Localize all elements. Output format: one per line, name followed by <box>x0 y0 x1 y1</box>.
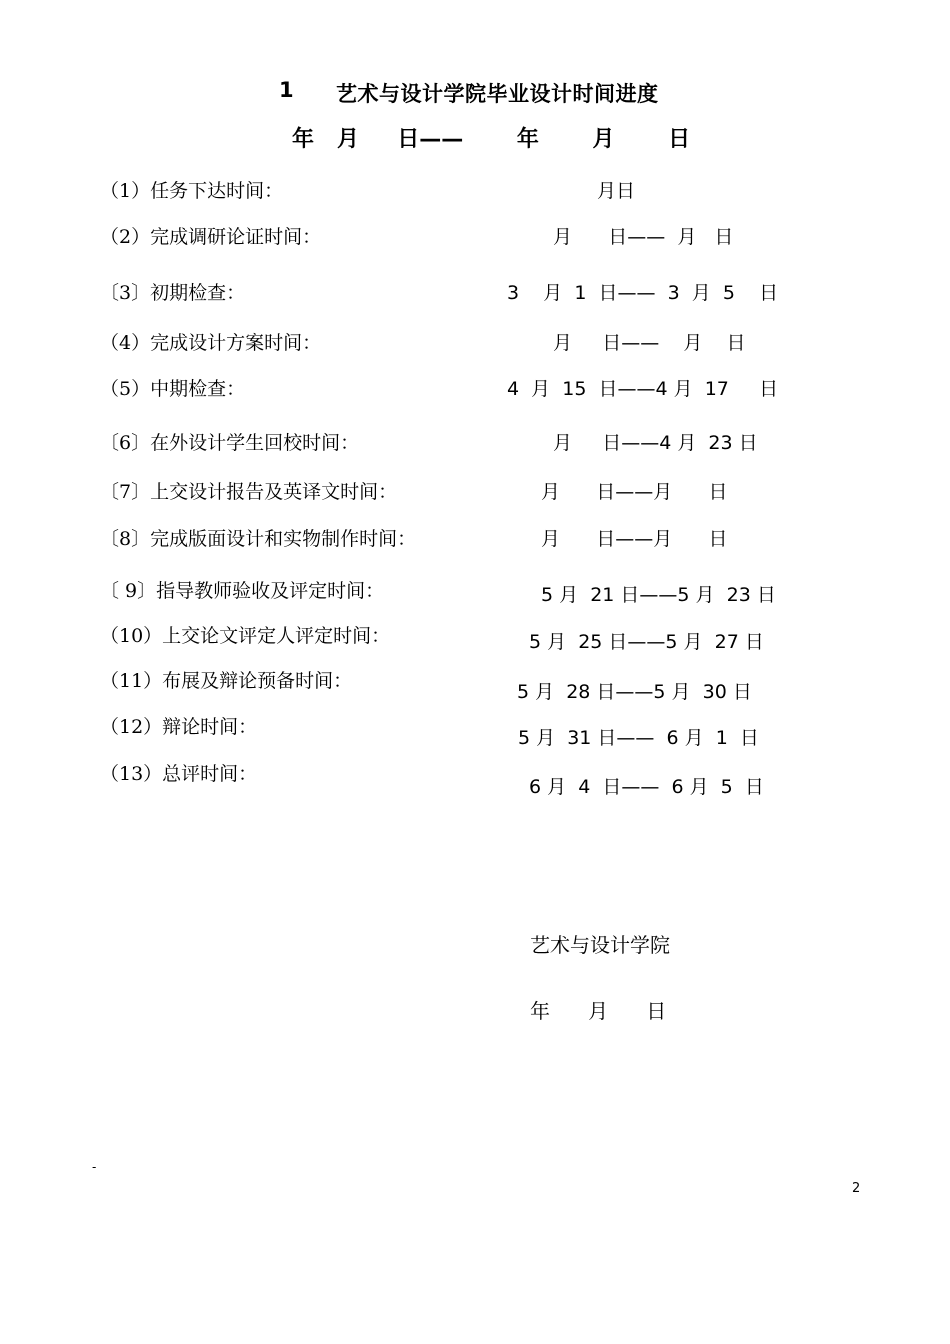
schedule-label: 〔7〕上交设计报告及英译文时间： <box>100 481 398 503</box>
schedule-value: 5 月 25 日——5 月 27 日 <box>529 631 764 653</box>
schedule-label: 〔8〕完成版面设计和实物制作时间： <box>100 528 417 550</box>
schedule-value: 月 日—— 月 日 <box>553 332 746 354</box>
schedule-label: （13）总评时间： <box>100 763 258 785</box>
schedule-label: （2）完成调研论证时间： <box>100 226 322 248</box>
schedule-value: 月 日——4 月 23 日 <box>553 432 758 454</box>
schedule-value: 月 日——月 日 <box>541 481 728 503</box>
schedule-value: 5 月 28 日——5 月 30 日 <box>517 681 752 703</box>
schedule-label: 〔3〕初期检查： <box>100 282 246 304</box>
schedule-value: 月 日—— 月 日 <box>553 226 734 248</box>
schedule-value: 6 月 4 日—— 6 月 5 日 <box>529 776 764 798</box>
schedule-label: 〔 9〕指导教师验收及评定时间： <box>100 580 385 602</box>
schedule-label: 〔6〕在外设计学生回校时间： <box>100 432 360 454</box>
schedule-label: （10）上交论文评定人评定时间： <box>100 625 391 647</box>
page-title: 艺术与设计学院毕业设计时间进度 <box>336 82 659 106</box>
page-number: 2 <box>852 1181 861 1196</box>
section-number: 1 <box>279 78 294 102</box>
schedule-label: （5）中期检查： <box>100 378 246 400</box>
signature-institution: 艺术与设计学院 <box>530 933 670 957</box>
schedule-value: 5 月 31 日—— 6 月 1 日 <box>518 727 759 749</box>
schedule-label: （11）布展及辩论预备时间： <box>100 670 353 692</box>
schedule-value: 4 月 15 日——4 月 17 日 <box>507 378 779 400</box>
schedule-label: （12）辩论时间： <box>100 716 258 738</box>
schedule-value: 月日 <box>597 180 636 202</box>
date-range: 年 月 日—— 年 月 日 <box>292 127 691 152</box>
signature-date: 年 月 日 <box>530 999 667 1023</box>
footer-mark: - <box>92 1160 97 1174</box>
schedule-value: 5 月 21 日——5 月 23 日 <box>541 584 776 606</box>
schedule-value: 3 月 1 日—— 3 月 5 日 <box>507 282 779 304</box>
schedule-label: （1）任务下达时间： <box>100 180 284 202</box>
schedule-value: 月 日——月 日 <box>541 528 728 550</box>
schedule-label: （4）完成设计方案时间： <box>100 332 322 354</box>
